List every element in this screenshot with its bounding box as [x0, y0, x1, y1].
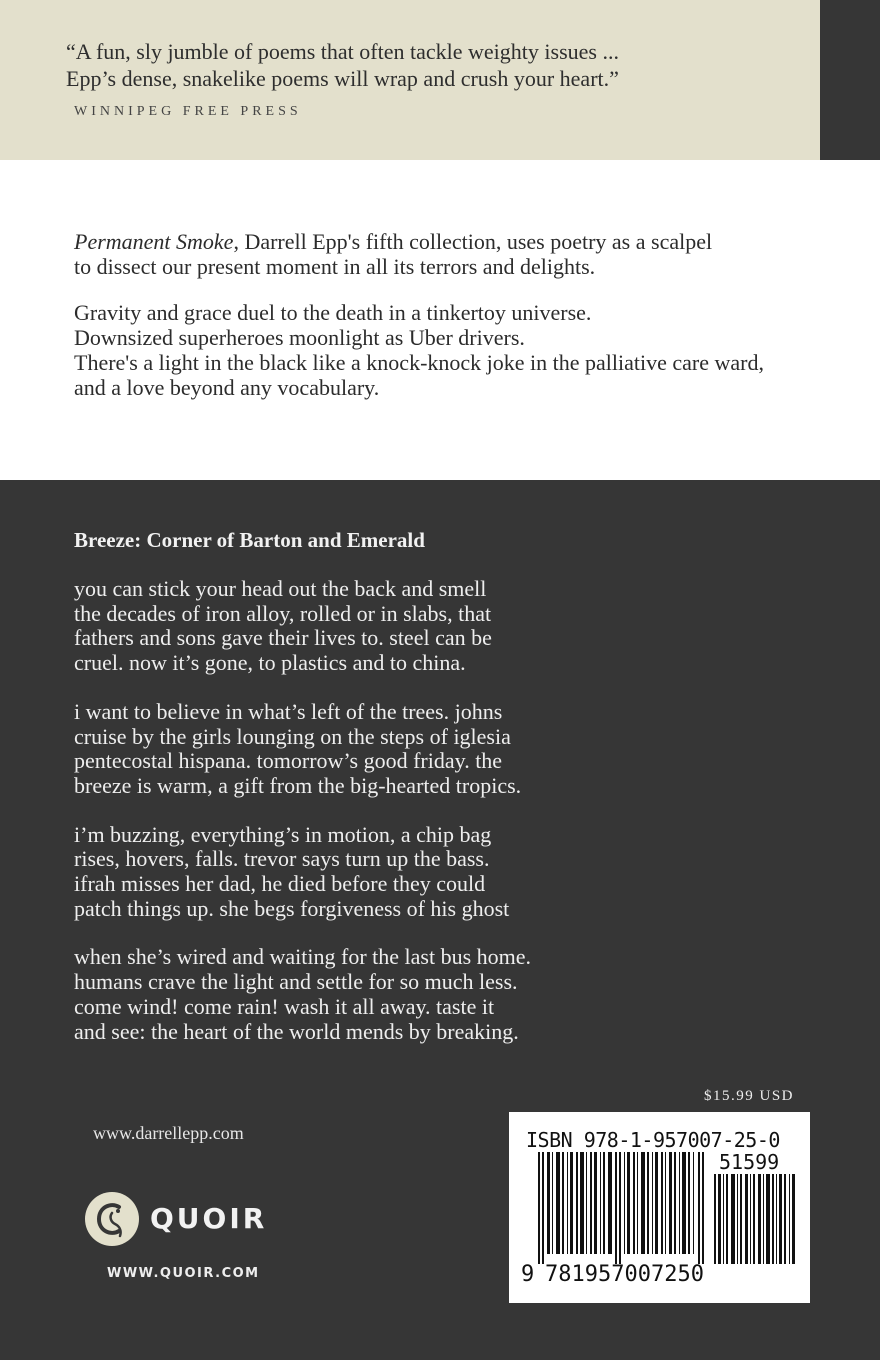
description-line: and a love beyond any vocabulary.: [74, 375, 380, 400]
poem-line: come wind! come rain! wash it all away. taste it: [74, 993, 495, 1019]
poem-stanza: [74, 823, 694, 922]
poem-title: Breeze: Corner of Barton and Emerald: [74, 528, 425, 552]
poem-line: cruise by the girls lounging on the steps of iglesia: [74, 723, 511, 749]
ean-digits: 781957007250: [545, 1262, 704, 1287]
author-website[interactable]: www.darrellepp.com: [93, 1123, 244, 1143]
price-addon-code: 51599: [719, 1150, 780, 1174]
price-label: $15.99 USD: [703, 1088, 794, 1104]
poem-line: humans crave the light and settle for so much less.: [74, 969, 518, 995]
poem-stanza: [74, 577, 694, 676]
description-paragraph: [74, 229, 834, 279]
poem-line: the decades of iron alloy, rolled or in slabs, that: [74, 600, 492, 626]
poem-line: i’m buzzing, everything’s in motion, a chip bag: [74, 821, 492, 847]
isbn-barcode: [509, 1112, 810, 1303]
review-quote-line: Epp’s dense, snakelike poems will wrap and crush your heart.”: [66, 66, 619, 91]
poem-stanza: [74, 700, 694, 799]
review-quote-line: “A fun, sly jumble of poems that often tackle weighty issues ...: [66, 39, 619, 64]
description-line: Downsized superheroes moonlight as Uber drivers.: [74, 325, 525, 350]
spine-edge: [820, 0, 880, 160]
description-paragraph: [74, 300, 834, 400]
review-source: WINNIPEG FREE PRESS: [74, 104, 302, 119]
poem-line: when she’s wired and waiting for the last bus home.: [74, 944, 532, 970]
review-quote: [66, 38, 786, 92]
book-title-italic: Permanent Smoke: [74, 229, 234, 254]
book-description: [74, 229, 834, 421]
publisher-website[interactable]: WWW.QUOIR.COM: [107, 1266, 260, 1281]
ean-first-digit: 9: [521, 1262, 535, 1287]
poem-line: fathers and sons gave their lives to. steel can be: [74, 625, 492, 651]
publisher-name: QUOIR: [150, 1202, 268, 1235]
poem-line: pentecostal hispana. tomorrow’s good friday. the: [74, 748, 503, 774]
ean-barcode-bars: [538, 1152, 704, 1264]
description-line: to dissect our present moment in all its terrors and delights.: [74, 254, 596, 279]
description-line: [74, 229, 834, 254]
description-line: There's a light in the black like a knock-knock joke in the palliative care ward,: [74, 350, 764, 375]
poem-stanza: [74, 945, 694, 1044]
poem-line: rises, hovers, falls. trevor says turn up the bass.: [74, 846, 490, 872]
description-line: Gravity and grace duel to the death in a tinkertoy universe.: [74, 300, 592, 325]
description-line-text: , Darrell Epp's fifth collection, uses poetry as a scalpel: [233, 229, 713, 254]
poem-line: cruel. now it’s gone, to plastics and to china.: [74, 650, 466, 676]
poem-body: [74, 577, 694, 1068]
isbn-text: ISBN 978-1-957007-25-0: [526, 1128, 780, 1152]
poem-line: ifrah misses her dad, he died before they could: [74, 871, 486, 897]
poem-line: breeze is warm, a gift from the big-hearted tropics.: [74, 772, 522, 798]
poem-line: and see: the heart of the world mends by breaking.: [74, 1018, 519, 1044]
quoir-q-logo-icon: [84, 1191, 140, 1247]
poem-line: patch things up. she begs forgiveness of his ghost: [74, 895, 510, 921]
poem-line: i want to believe in what’s left of the trees. johns: [74, 698, 503, 724]
poem-line: you can stick your head out the back and smell: [74, 576, 487, 601]
addon-barcode-bars: [714, 1174, 798, 1264]
